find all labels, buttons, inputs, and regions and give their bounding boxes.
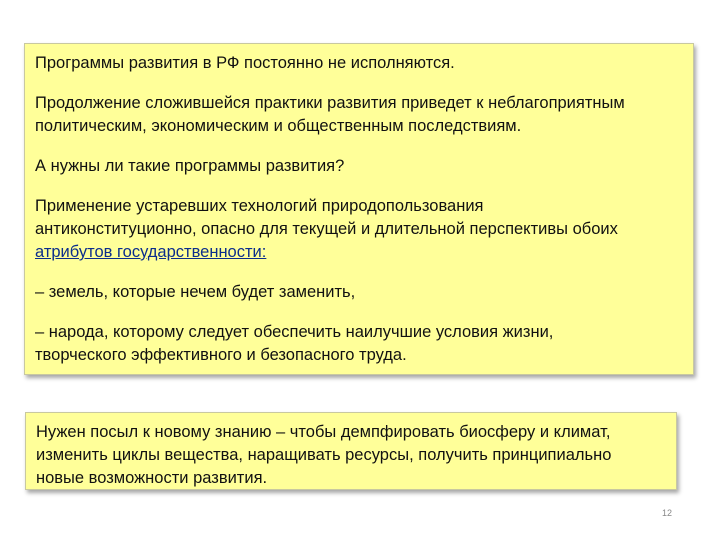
statehood-attributes-link[interactable]: атрибутов государственности:	[35, 243, 267, 261]
paragraph-outdated-technologies	[35, 195, 683, 264]
paragraph-line: новые возможности развития.	[36, 469, 268, 487]
paragraph-line: Нужен посыл к новому знанию – чтобы демпфировать биосферу и климат,	[36, 423, 611, 441]
paragraph-line: Продолжение сложившейся практики развития приведет к неблагоприятным	[35, 94, 625, 112]
paragraph-line: – народа, которому следует обеспечить наилучшие условия жизни,	[35, 323, 554, 341]
paragraph-lands	[35, 281, 683, 304]
paragraph-question	[35, 155, 683, 178]
paragraph-text: – земель, которые нечем будет заменить,	[35, 283, 356, 301]
paragraph-programs-not-fulfilled	[35, 52, 683, 75]
paragraph-line: изменить циклы вещества, наращивать ресурсы, получить принципиально	[36, 446, 612, 464]
paragraph-line: политическим, экономическим и общественным последствиям.	[35, 117, 522, 135]
paragraph-people	[35, 321, 683, 367]
paragraph-line: антиконституционно, опасно для текущей и длительной перспективы обоих	[35, 220, 618, 238]
page-number: 12	[661, 508, 672, 518]
conclusion-text-box	[25, 412, 677, 490]
paragraph-line: Применение устаревших технологий природопользования	[35, 197, 484, 215]
paragraph-consequences	[35, 92, 683, 138]
paragraph-new-knowledge	[36, 421, 666, 490]
main-text-box	[24, 43, 694, 375]
paragraph-line: творческого эффективного и безопасного труда.	[35, 346, 407, 364]
paragraph-text: А нужны ли такие программы развития?	[35, 157, 345, 175]
paragraph-text: Программы развития в РФ постоянно не исполняются.	[35, 54, 455, 72]
